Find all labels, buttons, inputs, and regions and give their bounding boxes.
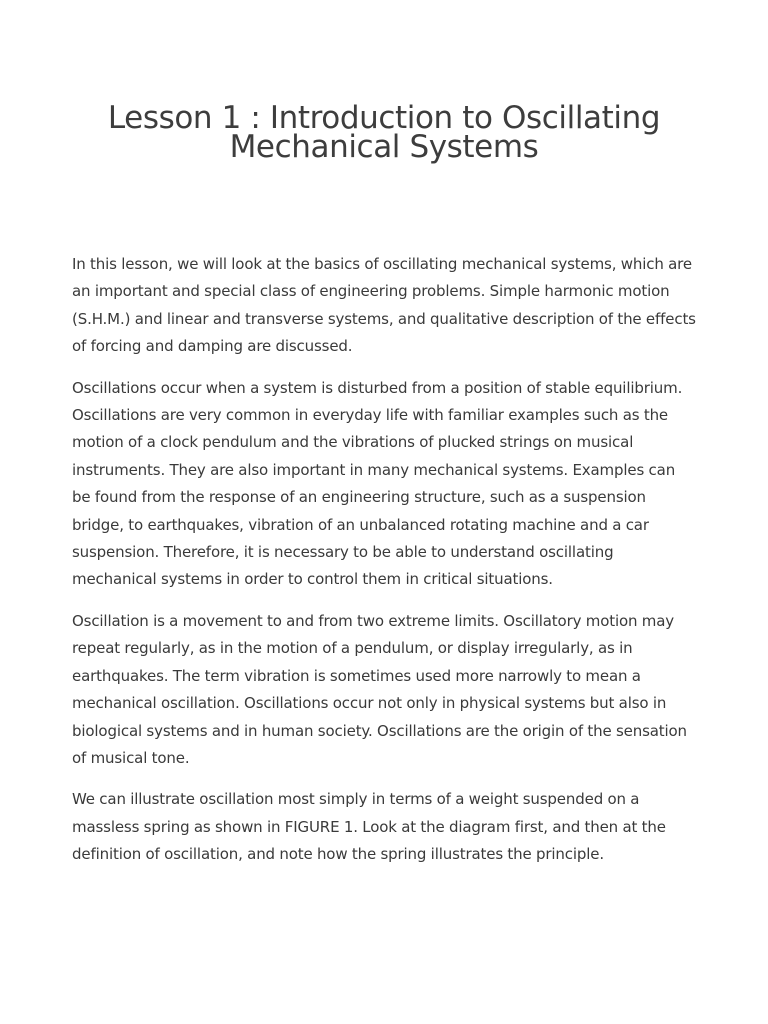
- paragraph-spring-illustration: We can illustrate oscillation most simply in terms of a weight suspended on a massless spring as shown in FIGURE 1. Look at the diagram first, and then at the definition of oscillation, and note how the spring illustrates the principle.: [72, 790, 666, 864]
- paragraph-oscillation-definition: Oscillation is a movement to and from two extreme limits. Oscillatory motion may repeat regularly, as in the motion of a pendulum, or display irregularly, as in earthquakes. The term vibration is sometimes used more narrowly to mean a mechanical oscillation. Oscillations occur not only in physical systems but also in biological systems and in human society. Oscillations are the origin of the sensation of musical tone.: [72, 611, 687, 767]
- page-title: [60, 100, 708, 165]
- document-body: [72, 251, 697, 883]
- paragraph-oscillations-occur: Oscillations occur when a system is disturbed from a position of stable equilibrium. Oscillations are very common in everyday life with familiar examples such as the motion of a clock pendulum and the vibrations of plucked strings on musical instruments. They are also important in many mechanical systems. Examples can be found from the response of an engineering structure, such as a suspension bridge, to earthquakes, vibration of an unbalanced rotating machine and a car suspension. Therefore, it is necessary to be able to understand oscillating mechanical systems in order to control them in critical situations.: [72, 378, 683, 589]
- title-line-2: Mechanical Systems: [229, 129, 539, 165]
- title-line-1: Lesson 1 : Introduction to Oscillating: [107, 100, 661, 136]
- paragraph-intro: In this lesson, we will look at the basics of oscillating mechanical systems, which are an important and special class of engineering problems. Simple harmonic motion (S.H.M.) and linear and transverse systems, and qualitative description of the effects of forcing and damping are discussed.: [72, 255, 696, 356]
